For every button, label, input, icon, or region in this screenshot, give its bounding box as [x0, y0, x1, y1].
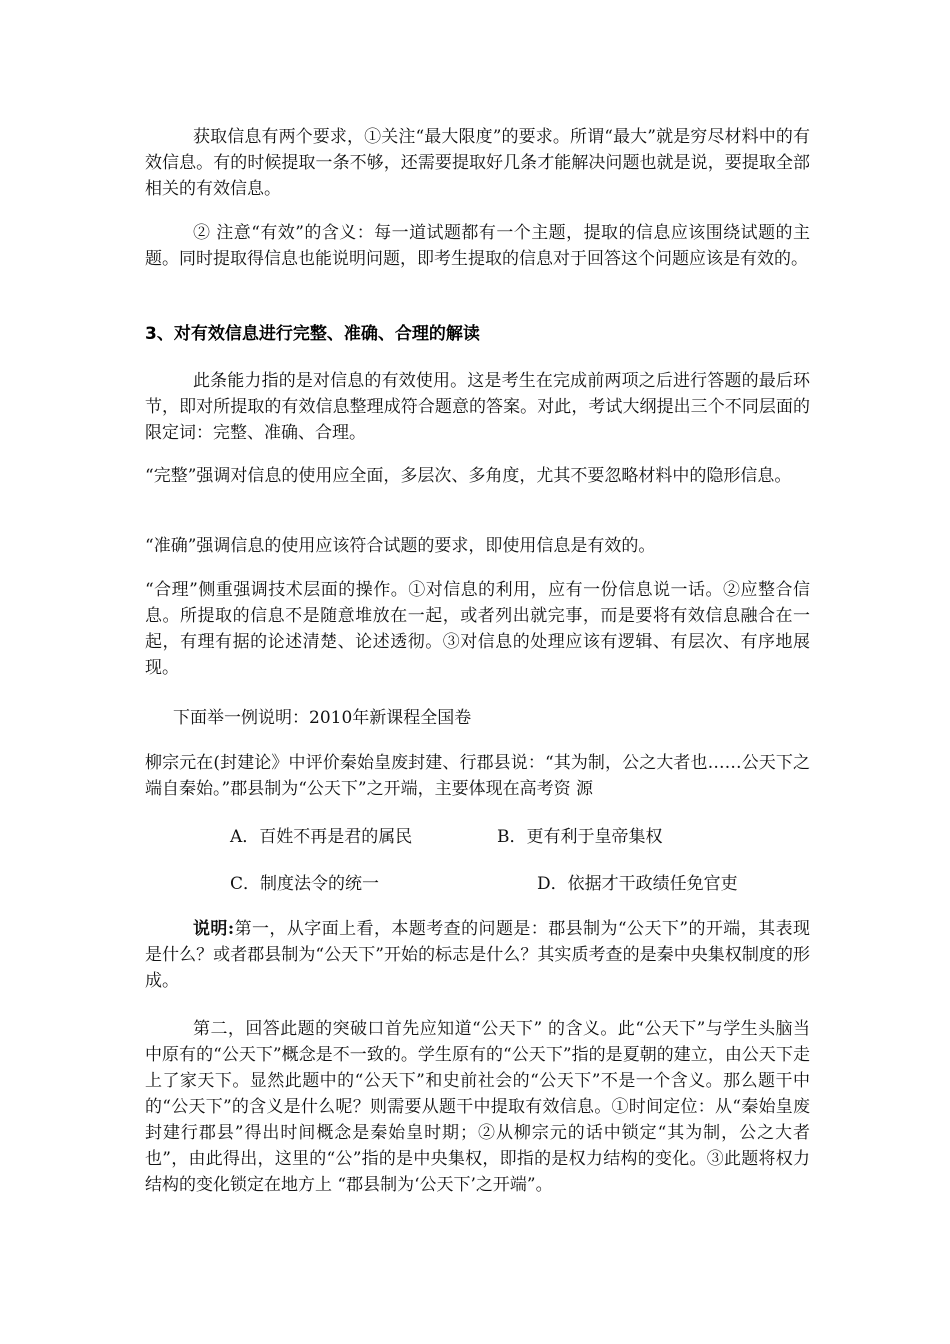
explanation-first-text: 第一，从字面上看，本题考查的问题是：郡县制为“公天下”的开端，其表现是什么？或者郡县制为“公天下”开始的标志是什么？其实质考查的是秦中央集权制度的形成。 [145, 919, 810, 991]
paragraph-explanation-first [145, 916, 810, 994]
explanation-label: 说明: [193, 919, 235, 939]
option-a: A．百姓不再是君的属民 [230, 827, 413, 847]
paragraph-example-intro: 下面举一例说明：2010年新课程全国卷 [173, 708, 472, 728]
paragraph-info-requirements: 获取信息有两个要求，①关注“最大限度”的要求。所谓“最大”就是穷尽材料中的有效信息。有的时候提取一条不够，还需要提取好几条才能解决问题也就是说，要提取全部相关的有效信息。 [145, 127, 810, 199]
section-heading-3: 3、对有效信息进行完整、准确、合理的解读 [145, 324, 480, 344]
paragraph-effective-meaning: ② 注意“有效”的含义：每一道试题都有一个主题，提取的信息应该围绕试题的主题。同时提取得信息也能说明问题，即考生提取的信息对于回答这个问题应该是有效的。 [145, 223, 810, 269]
paragraph-complete: “完整”强调对信息的使用应全面，多层次、多角度，尤其不要忽略材料中的隐形信息。 [145, 466, 792, 486]
option-c: C．制度法令的统一 [230, 874, 380, 894]
paragraph-accurate: “准确”强调信息的使用应该符合试题的要求，即使用信息是有效的。 [145, 536, 656, 556]
paragraph-explanation-second: 第二，回答此题的突破口首先应知道“公天下” 的含义。此“公天下”与学生头脑当中原有的“公天下”概念是不一致的。学生原有的“公天下”指的是夏朝的建立，由公天下走上了家天下。显然此题中的“公天下”和史前社会的“公天下”不是一个含义。那么题干中的“公天下”的含义是什么呢？则需要从题干中提取有效信息。①时间定位：从“秦始皇废封建行郡县”得出时间概念是秦始皇时期；②从柳宗元的话中锁定“其为制，公之大者也”，由此得出，这里的“公”指的是中央集权，即指的是权力结构的变化。③此题将权力结构的变化锁定在地方上 “郡县制为‘公天下’之开端”。 [145, 1019, 810, 1195]
paragraph-question-stem: 柳宗元在(封建论》中评价秦始皇废封建、行郡县说：“其为制，公之大者也……公天下之端自秦始。”郡县制为“公天下”之开端，主要体现在高考资 源 [145, 753, 810, 799]
option-d: D．依据才干政绩任免官吏 [537, 874, 738, 894]
paragraph-reasonable: “合理”侧重强调技术层面的操作。①对信息的利用，应有一份信息说一话。②应整合信息。所提取的信息不是随意堆放在一起，或者列出就完事，而是要将有效信息融合在一起，有理有据的论述清楚、论述透彻。③对信息的处理应该有逻辑、有层次、有序地展现。 [145, 580, 810, 678]
option-b: B．更有利于皇帝集权 [497, 827, 663, 847]
paragraph-ability-description: 此条能力指的是对信息的有效使用。这是考生在完成前两项之后进行答题的最后环节，即对所提取的有效信息整理成符合题意的答案。对此，考试大纲提出三个不同层面的限定词：完整、准确、合理。 [145, 371, 810, 443]
